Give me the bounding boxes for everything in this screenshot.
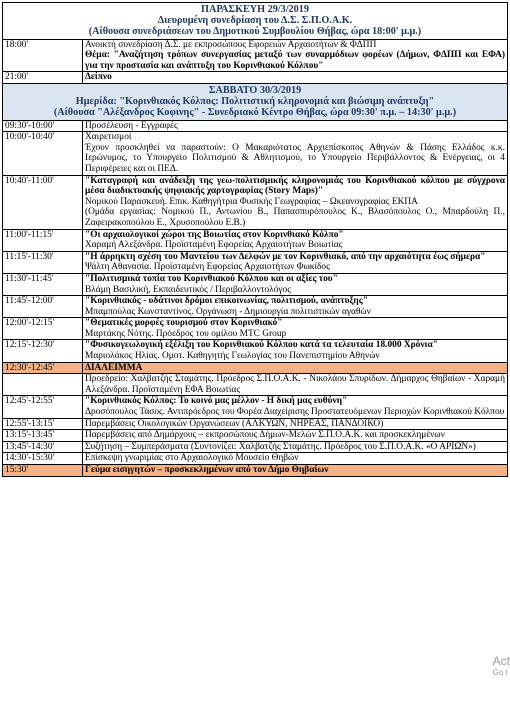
session-cell xyxy=(83,39,508,72)
session-title: "Καταγραφή και ανάδειξη της γεω-πολιτισμικής κληρονομιάς του Κορινθιακού κόλπου με σύγχρονα μέσα διαδικτυακής ψηφιακής χαρτογραφίας (Story Maps)" xyxy=(85,175,505,197)
saturday-title: ΣΑΒΒΑΤΟ 30/3/2019 xyxy=(208,84,302,96)
session-cell xyxy=(83,251,508,273)
time-cell: 09:30'-10:00' xyxy=(3,120,83,132)
table-row xyxy=(3,251,508,273)
session-cell xyxy=(83,296,508,318)
session-title: "Οι αρχαιολογικοί χώροι της Βοιωτίας στον Κορινθιακό Κόλπο" xyxy=(85,229,344,240)
session-cell xyxy=(83,396,508,418)
session-cell: Γεύμα εισηγητών – προσκεκλημένων από τον Δήμο Θηβαίων xyxy=(83,465,508,477)
time-cell: 12:00'-12:15' xyxy=(3,318,83,340)
watermark-line1: Act xyxy=(492,654,510,668)
table-row xyxy=(3,396,508,418)
session-cell xyxy=(83,318,508,340)
time-cell: 12:55'-13:15' xyxy=(3,418,83,430)
session-cell xyxy=(83,340,508,362)
session-title: "Θεματικές μορφές τουρισμού στον Κορινθιακό" xyxy=(85,318,283,329)
session-topic: Θέμα: "Αναζήτηση τρόπων συνεργασίας μεταξύ των συναρμόδιων φορέων (Δήμων, ΦΔΠΠ και ΕΦΑ) για την προστασία και ανάπτυξη του Κορινθιακού Κόλπου" xyxy=(85,50,505,71)
session-title: "Η άρρηκτη σχέση του Μαντείου των Δελφών με τον Κορινθιακό, από την αρχαιότητα έως σήμερα" xyxy=(85,251,486,262)
session-title: "Πολιτισμικά τοπία του Κορινθιακού Κόλπου και οι αξίες του" xyxy=(85,273,338,284)
time-cell: 10:00'-10:40' xyxy=(3,132,83,175)
session-cell xyxy=(83,132,508,175)
time-cell: 13:45'-14:30' xyxy=(3,441,83,453)
session-cell: Δείπνο xyxy=(83,72,508,84)
session-team: (Ομάδα εργασίας: Νομικού Π., Αντωνίου Β., Παπασπυρόπουλος Κ., Βλασόπουλος Ο., Μπαρδούλη Π., Ζαφειρακοπούλου Ε., Χρυσοπούλου Ε.Β.) xyxy=(85,207,505,228)
time-cell: 12:30'-12:45' xyxy=(3,362,83,374)
time-cell: 11:30'-11:45' xyxy=(3,273,83,295)
table-row xyxy=(3,340,508,362)
table-row xyxy=(3,374,508,396)
session-speaker: Μαρτάκης Νότης. Πρόεδρος του ομίλου MTC Group xyxy=(85,328,287,339)
friday-venue: (Αίθουσα συνεδριάσεων του Δημοτικού Συμβουλίου Θήβας, ώρα 18:00' μ.μ.) xyxy=(88,26,422,38)
time-cell: 14:30'-15:30' xyxy=(3,453,83,465)
session-title: "Κορινθιακός - υδάτινοι δρόμοι επικοινωνίας, πολιτισμού, ανάπτυξης" xyxy=(85,296,368,307)
session-cell: Προσέλευση - Εγγραφές xyxy=(83,120,508,132)
session-cell: Συζήτηση – Συμπεράσματα (Συντονίζει: Χαλβατζής Σταμάτης. Πρόεδρος του Σ.Π.Ο.Α.Κ. «Ο ΑΡΙΩΝ») xyxy=(83,441,508,453)
session-speaker: Μπαμπούλας Κωνσταντίνος. Οργάνωση - Δημιουργία πολιτιστικών αγαθών xyxy=(85,306,371,317)
session-title: "Φυσικογεωλογική εξέλιξη του Κορινθιακού Κόλπου κατά τα τελευταία 18.000 Χρόνια" xyxy=(85,340,438,351)
time-cell: 12:15'-12:30' xyxy=(3,340,83,362)
session-text: Ανοικτή συνεδρίαση Δ.Σ. με εκπροσώπους Εφορειών Αρχαιοτήτων & ΦΔΠΠ xyxy=(85,39,377,50)
program-document xyxy=(2,2,508,477)
saturday-venue: (Αίθουσα "Αλέξανδρος Κοφινης" - Συνεδριακό Κέντρο Θήβας, ώρα 09:30' π.μ. – 14:30' μ.μ.) xyxy=(53,107,457,119)
friday-header xyxy=(3,3,508,40)
session-cell xyxy=(83,175,508,229)
table-row xyxy=(3,175,508,229)
session-title: Χαιρετισμοί xyxy=(85,132,132,143)
time-cell: 13:15'-13:45' xyxy=(3,430,83,442)
session-speaker: Βλάμη Βασιλική, Εκπαιδευτικός / Περιβαλλοντολόγος xyxy=(85,284,291,295)
table-row xyxy=(3,441,508,453)
break-row xyxy=(3,362,508,374)
table-row xyxy=(3,273,508,295)
session-title: "Κορινθιακός Κόλπος: Το κοινό μας μέλλον - Η δική μας ευθύνη" xyxy=(85,396,348,407)
time-cell: 11:45'-12:00' xyxy=(3,296,83,318)
saturday-header xyxy=(3,83,508,120)
session-cell: Παρεμβάσεις από Δημάρχους – εκπροσώπους Δήμων-Μελών Σ.Π.Ο.Α.Κ. και προσκεκλημένων xyxy=(83,430,508,442)
friday-subtitle: Διευρυμένη συνεδρίαση του Δ.Σ. Σ.Π.Ο.Α.Κ. xyxy=(157,15,353,27)
table-row xyxy=(3,132,508,175)
session-cell xyxy=(83,273,508,295)
activation-watermark xyxy=(493,654,510,678)
table-row xyxy=(3,318,508,340)
session-cell: Επίσκεψη γνωριμίας στο Αρχαιολογικό Μουσείο Θηβών xyxy=(83,453,508,465)
break-label: ΔΙΑΛΕΙΜΜΑ xyxy=(83,362,508,374)
session-cell xyxy=(83,229,508,251)
saturday-header-row xyxy=(3,83,508,120)
table-row xyxy=(3,120,508,132)
table-row xyxy=(3,72,508,84)
session-speaker: Έχουν προσκληθεί να παραστούν: Ο Μακαριότατος Αρχιεπίσκοπος Αθηνών & Πάσης Ελλάδος κ.κ. Ιερώνυμος, το Υπουργείο Πολιτισμού & Αθλητισμού, το Υπουργείο Περιβάλλοντος & Ενέργειας, οι 4 Περιφέρειες και οι ΠΕΔ. xyxy=(85,142,505,174)
table-row xyxy=(3,418,508,430)
time-cell: 18:00' xyxy=(3,39,83,72)
session-speaker: Νομικού Παρασκευή. Επικ. Καθηγήτρια Φυσικής Γεωγραφίας – Ωκεανογραφίας ΕΚΠΑ xyxy=(85,196,418,207)
session-speaker: Μαριολάκος Ηλίας. Ομοτ. Καθηγητής Γεωλογίας του Πανεπιστημίου Αθηνών xyxy=(85,351,380,362)
table-row xyxy=(3,430,508,442)
session-speaker: Δροσόπουλος Τάσος. Αντιπρόεδρος του Φορέα Διαχείρισης Προστατευόμενων Περιοχών Κορινθιακού Κόλπου xyxy=(85,407,505,418)
time-cell: 11:15'-11:30' xyxy=(3,251,83,273)
table-row xyxy=(3,229,508,251)
program-table xyxy=(2,2,508,477)
time-cell: 12:45'-12:55' xyxy=(3,396,83,418)
session-speaker: Χαραμή Αλεξάνδρα. Προϊσταμένη Εφορείας Αρχαιοτήτων Βοιωτίας xyxy=(85,240,343,251)
table-row xyxy=(3,39,508,72)
time-cell xyxy=(3,374,83,396)
friday-title: ΠΑΡΑΣΚΕΥΗ 29/3/2019 xyxy=(201,4,309,15)
time-cell: 15:30' xyxy=(3,465,83,477)
time-cell: 21:00' xyxy=(3,72,83,84)
table-row xyxy=(3,296,508,318)
chair-cell: Προεδρείο: Χαλβατζής Σταμάτης. Πρόεδρος Σ.Π.Ο.Α.Κ. - Νικολάου Σπυρίδων. Δήμαρχος Θηβαίων - Χαραμή Αλεξάνδρα. Προϊσταμένη ΕΦΑ Βοιωτίας xyxy=(83,374,508,396)
session-speaker: Ψάλτη Αθανασία. Προϊσταμένη Εφορείας Αρχαιοτήτων Φωκίδος xyxy=(85,262,330,273)
watermark-line2: Go t xyxy=(492,668,508,677)
table-row xyxy=(3,453,508,465)
saturday-subtitle: Ημερίδα: "Κορινθιακός Κόλπος: Πολιτιστική κληρονομιά και βιώσιμη ανάπτυξη" xyxy=(75,96,435,108)
time-cell: 10:40'-11:00' xyxy=(3,175,83,229)
time-cell: 11:00'-11:15' xyxy=(3,229,83,251)
friday-header-row xyxy=(3,3,508,40)
session-cell: Παρεμβάσεις Οικολογικών Οργανώσεων (ΑΛΚΥΩΝ, ΝΗΡΕΑΣ, ΠΑΝΔΟΙΚΟ) xyxy=(83,418,508,430)
lunch-row xyxy=(3,465,508,477)
